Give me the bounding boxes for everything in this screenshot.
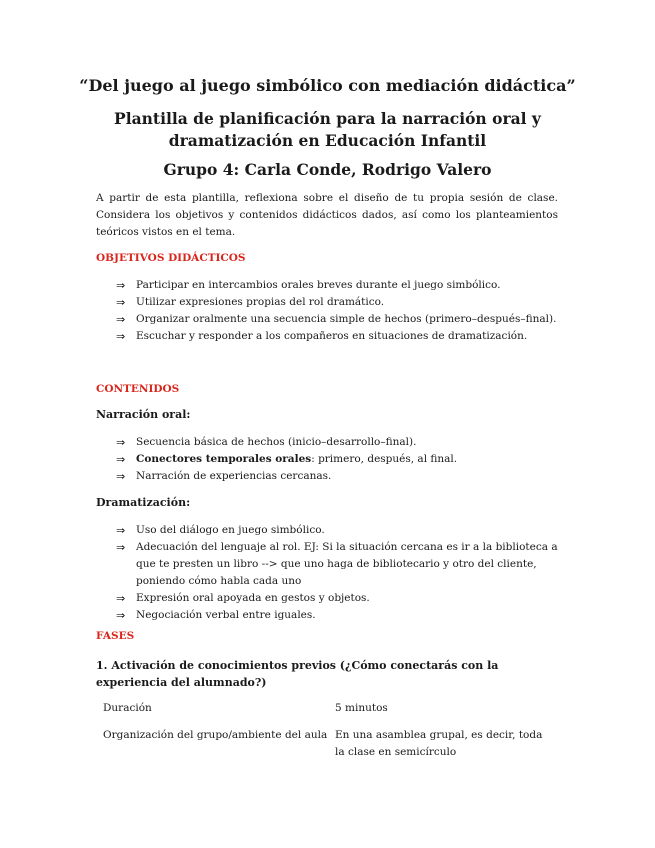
arrow-right-icon: ⇒ <box>116 436 126 449</box>
list-item: ⇒ Organizar oralmente una secuencia simple de hechos (primero–después–final). <box>116 313 557 326</box>
arrow-right-icon: ⇒ <box>116 609 126 622</box>
list-item: ⇒ Narración de experiencias cercanas. <box>116 470 332 483</box>
arrow-right-icon: ⇒ <box>116 592 126 605</box>
arrow-right-icon: ⇒ <box>116 524 126 537</box>
phase-1-title: 1. Activación de conocimientos previos (¿Cómo conectarás con la experiencia del alumnado?) <box>96 659 499 689</box>
list-item: ⇒ Utilizar expresiones propias del rol dramático. <box>116 296 385 309</box>
dramatizacion-list <box>116 522 566 624</box>
dramatizacion-label: Dramatización: <box>96 496 191 509</box>
arrow-right-icon: ⇒ <box>116 313 126 326</box>
arrow-right-icon: ⇒ <box>116 296 126 309</box>
intro-paragraph: A partir de esta plantilla, reflexiona sobre el diseño de tu propia sesión de clase. Considera los objetivos y contenidos didácticos dados, así como los planteamientos teóricos vistos en el tema. <box>96 192 558 238</box>
narracion-label: Narración oral: <box>96 408 191 421</box>
list-item: ⇒ Escuchar y responder a los compañeros en situaciones de dramatización. <box>116 330 528 343</box>
row-label: Organización del grupo/ambiente del aula <box>103 729 328 741</box>
conectores-bold: Conectores temporales orales <box>136 453 312 465</box>
arrow-right-icon: ⇒ <box>116 279 126 292</box>
fases-heading: FASES <box>96 630 135 642</box>
row-value: 5 minutos <box>335 702 388 714</box>
arrow-right-icon: ⇒ <box>116 330 126 343</box>
arrow-right-icon: ⇒ <box>116 453 126 466</box>
list-item: ⇒ Adecuación del lenguaje al rol. EJ: Si la situación cercana es ir a la biblioteca a que te presten un libro --> que uno haga de bibliotecario y otro del cliente, poniendo cómo habla cada uno <box>116 541 558 587</box>
document-subtitle: Plantilla de planificación para la narración oral y dramatización en Educación Infantil <box>114 109 541 150</box>
list-item: ⇒ Uso del diálogo en juego simbólico. <box>116 524 325 537</box>
list-item: ⇒ Expresión oral apoyada en gestos y objetos. <box>116 592 370 605</box>
arrow-right-icon: ⇒ <box>116 470 126 483</box>
document-title: “Del juego al juego simbólico con mediación didáctica” <box>79 76 576 95</box>
narracion-list <box>116 434 566 485</box>
list-item: ⇒ Participar en intercambios orales breves durante el juego simbólico. <box>116 279 501 292</box>
row-value: En una asamblea grupal, es decir, toda la clase en semicírculo <box>335 729 543 758</box>
list-item: ⇒ Conectores temporales orales: primero, después, al final. <box>116 453 458 466</box>
objetivos-list <box>116 277 566 345</box>
group-names: Grupo 4: Carla Conde, Rodrigo Valero <box>163 160 492 179</box>
contenidos-heading: CONTENIDOS <box>96 383 180 395</box>
objetivos-heading: OBJETIVOS DIDÁCTICOS <box>96 252 246 264</box>
row-label: Duración <box>103 702 152 714</box>
arrow-right-icon: ⇒ <box>116 541 126 554</box>
list-item: ⇒ Secuencia básica de hechos (inicio–desarrollo–final). <box>116 436 417 449</box>
list-item: ⇒ Negociación verbal entre iguales. <box>116 609 316 622</box>
